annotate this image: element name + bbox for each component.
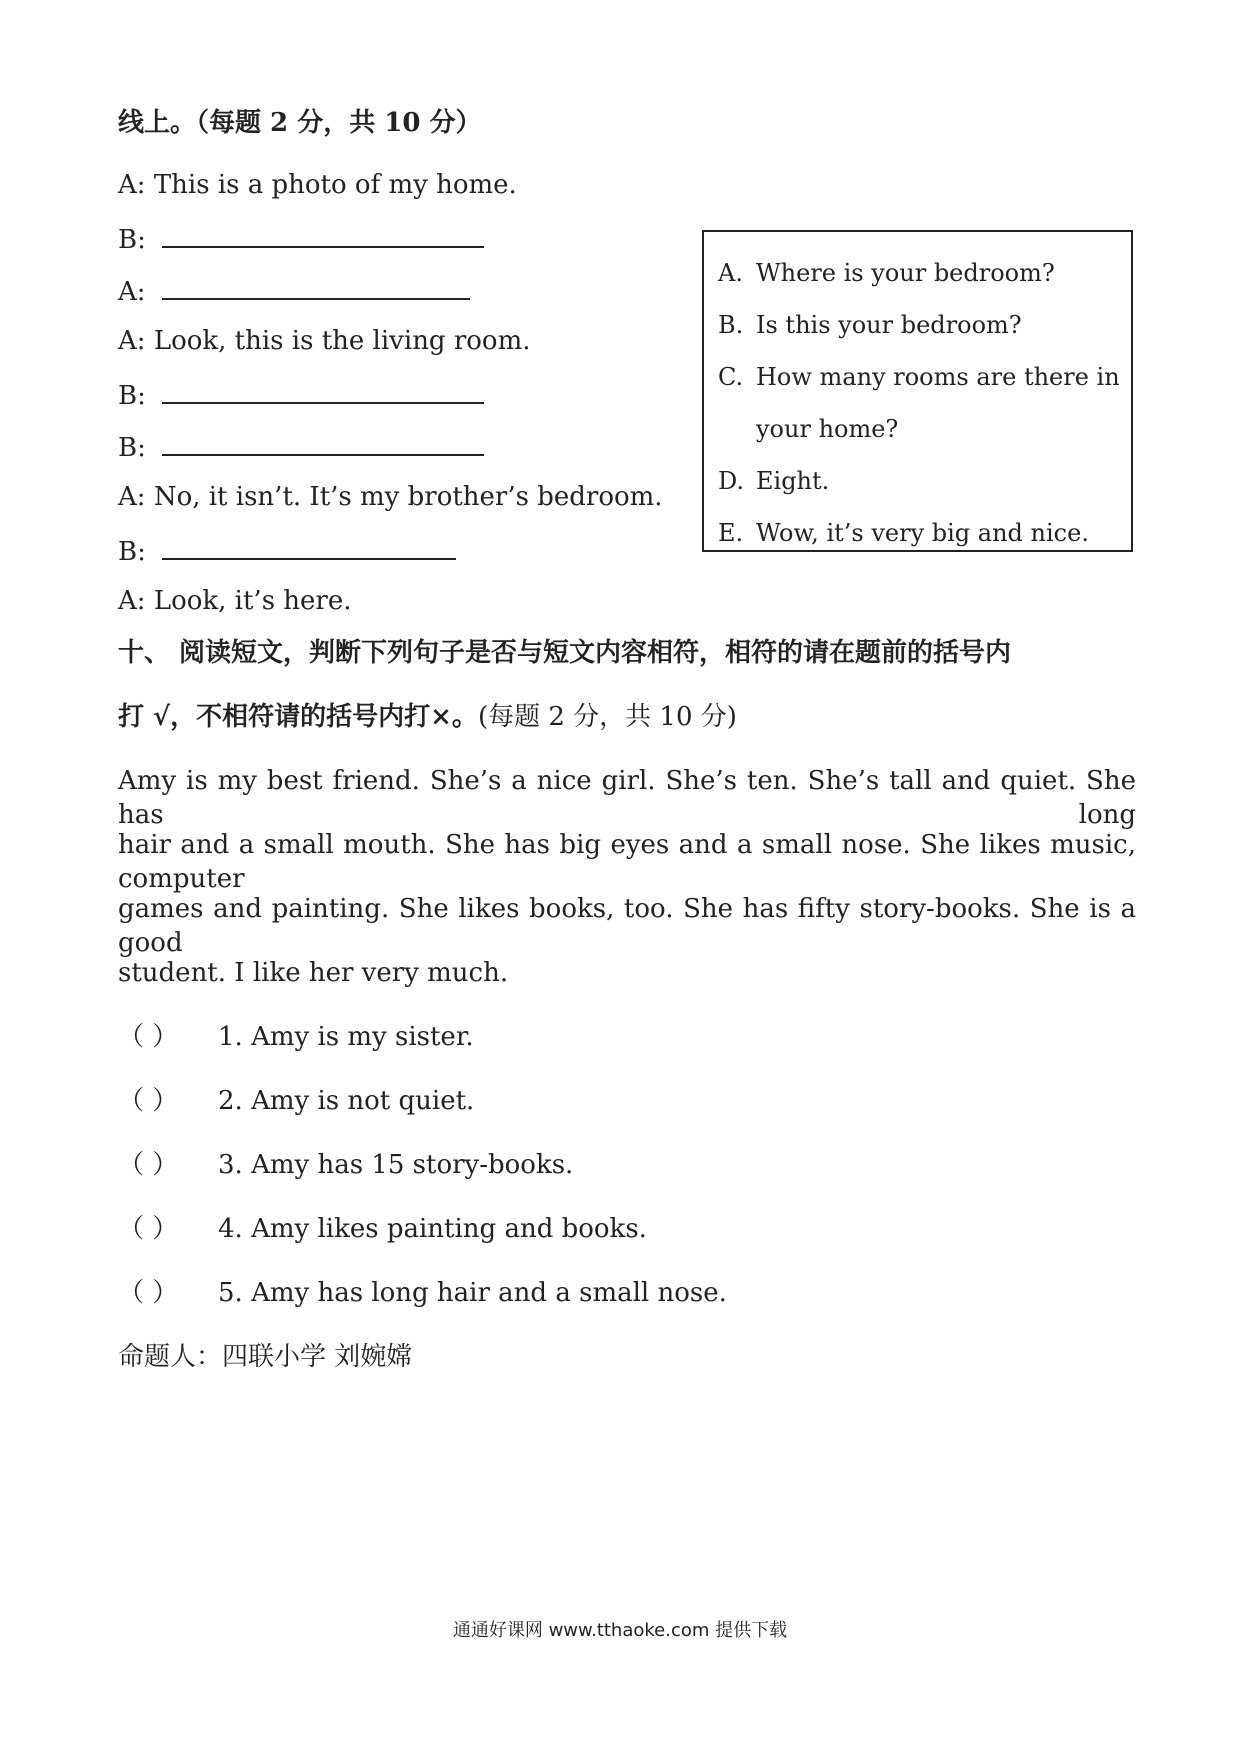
passage-line-2: hair and a small mouth. She has big eyes and a small nose. She likes music, computer bbox=[118, 830, 1136, 894]
option-c-continued bbox=[718, 414, 898, 444]
speaker-label: A: bbox=[118, 586, 146, 616]
option-text: How many rooms are there in bbox=[756, 363, 1120, 391]
question-2 bbox=[118, 1084, 474, 1118]
option-c bbox=[718, 362, 1120, 392]
option-e bbox=[718, 518, 1089, 548]
dialogue-line-2 bbox=[118, 220, 484, 257]
speaker-label: A: bbox=[118, 170, 146, 200]
question-text: 2. Amy is not quiet. bbox=[218, 1086, 475, 1116]
option-letter: E. bbox=[718, 519, 744, 547]
speaker-label: B: bbox=[118, 537, 146, 567]
answer-blank[interactable] bbox=[162, 532, 456, 560]
dialogue-line-4 bbox=[118, 324, 531, 358]
passage-line-4: student. I like her very much. bbox=[118, 958, 509, 988]
question-5 bbox=[118, 1276, 727, 1310]
author-line: 命题人：四联小学 刘婉嫦 bbox=[118, 1342, 413, 1372]
option-b bbox=[718, 310, 1022, 340]
section-10-heading-line-2 bbox=[118, 700, 737, 734]
section-instruction bbox=[118, 106, 481, 140]
option-letter: D. bbox=[718, 467, 745, 495]
dialogue-line-7 bbox=[118, 480, 663, 514]
option-letter: A. bbox=[718, 259, 743, 287]
answer-blank[interactable] bbox=[162, 220, 484, 248]
dialogue-line-1 bbox=[118, 168, 517, 202]
heading-text: 十、 阅读短文，判断下列句子是否与短文内容相符，相符的请在题前的括号内 bbox=[118, 638, 1012, 668]
question-1 bbox=[118, 1020, 474, 1054]
dialogue-text: Look, this is the living room. bbox=[153, 326, 531, 356]
answer-bracket[interactable]: （ ） bbox=[118, 1086, 179, 1116]
speaker-label: A: bbox=[118, 326, 146, 356]
dialogue-line-9 bbox=[118, 584, 352, 618]
option-letter: C. bbox=[718, 363, 744, 391]
option-text: Eight. bbox=[756, 467, 830, 495]
speaker-label: A: bbox=[118, 277, 146, 307]
speaker-label: B: bbox=[118, 225, 146, 255]
speaker-label: B: bbox=[118, 433, 146, 463]
option-text: Is this your bedroom? bbox=[756, 311, 1022, 339]
option-text: Where is your bedroom? bbox=[756, 259, 1055, 287]
dialogue-line-8 bbox=[118, 532, 456, 569]
section-10-heading-line-1 bbox=[118, 636, 1011, 670]
dialogue-text: No, it isn’t. It’s my brother’s bedroom. bbox=[153, 482, 663, 512]
answer-blank[interactable] bbox=[162, 428, 484, 456]
options-box bbox=[702, 230, 1133, 552]
answer-bracket[interactable]: （ ） bbox=[118, 1150, 179, 1180]
answer-bracket[interactable]: （ ） bbox=[118, 1022, 179, 1052]
speaker-label: B: bbox=[118, 381, 146, 411]
option-letter: B. bbox=[718, 311, 744, 339]
dialogue-text: Look, it’s here. bbox=[153, 586, 352, 616]
answer-blank[interactable] bbox=[162, 272, 470, 300]
answer-bracket[interactable]: （ ） bbox=[118, 1278, 179, 1308]
question-4 bbox=[118, 1212, 647, 1246]
answer-bracket[interactable]: （ ） bbox=[118, 1214, 179, 1244]
question-3 bbox=[118, 1148, 573, 1182]
speaker-label: A: bbox=[118, 482, 146, 512]
dialogue-line-5 bbox=[118, 376, 484, 413]
heading-score: (每题 2 分，共 10 分) bbox=[477, 702, 737, 732]
option-text: your home? bbox=[756, 415, 899, 443]
question-text: 5. Amy has long hair and a small nose. bbox=[218, 1278, 727, 1308]
dialogue-text: This is a photo of my home. bbox=[153, 170, 517, 200]
dialogue-line-3 bbox=[118, 272, 470, 309]
footer-credit: 通通好课网 www.tthaoke.com 提供下载 bbox=[452, 1620, 788, 1641]
option-text: Wow, it’s very big and nice. bbox=[756, 519, 1089, 547]
question-text: 4. Amy likes painting and books. bbox=[218, 1214, 647, 1244]
heading-text-bold: 打 √，不相符请的括号内打×。 bbox=[118, 702, 478, 732]
passage-line-1: Amy is my best friend. She’s a nice girl. She’s ten. She’s tall and quiet. She has long bbox=[118, 766, 1136, 830]
option-d bbox=[718, 466, 829, 496]
question-text: 1. Amy is my sister. bbox=[218, 1022, 474, 1052]
instruction-text: 线上。（每题 2 分，共 10 分） bbox=[118, 108, 482, 138]
passage-line-3: games and painting. She likes books, too. She has fifty story-books. She is a good bbox=[118, 894, 1136, 958]
dialogue-line-6 bbox=[118, 428, 484, 465]
answer-blank[interactable] bbox=[162, 376, 484, 404]
option-a bbox=[718, 258, 1055, 288]
question-text: 3. Amy has 15 story-books. bbox=[218, 1150, 574, 1180]
